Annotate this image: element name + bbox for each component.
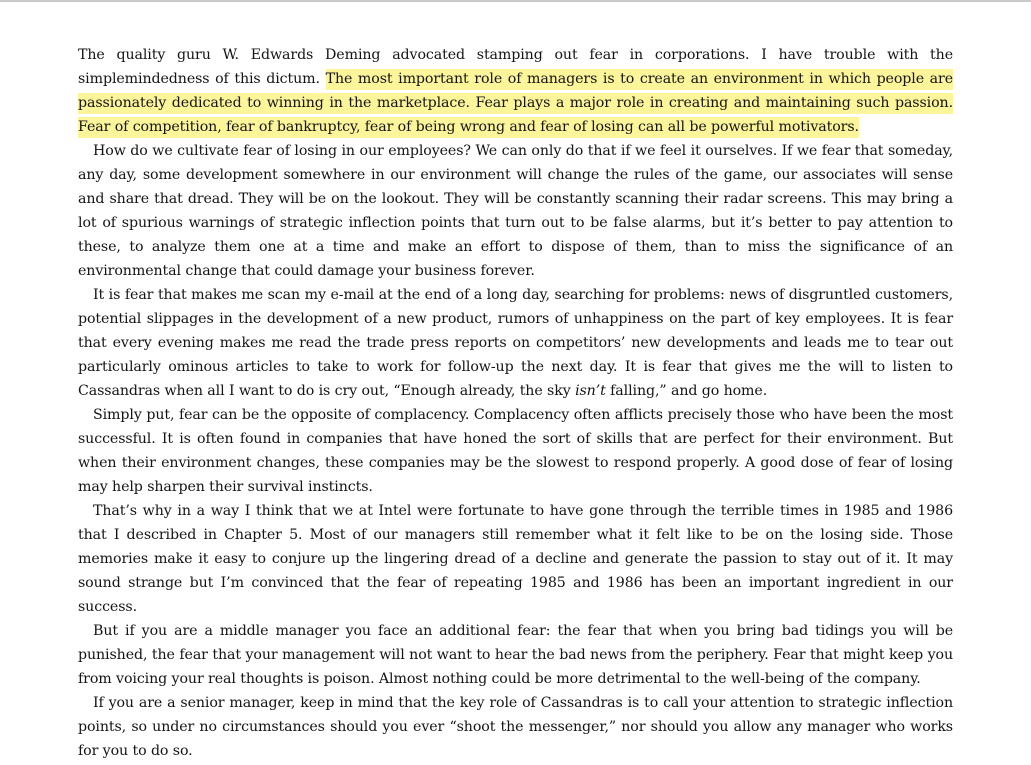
paragraph-1 <box>78 43 953 139</box>
paragraph-3-text: It is fear that makes me scan my e-mail at the end of a long day, searching for problems: news of disgruntled customers, potential slippages in the development of a new product, rumors of unhappiness on the part of key employees. It is fear that every evening makes me read the trade press reports on competitors’ new developments and leads me to tear out particularly ominous articles to take to work for follow-up the next day. It is fear that gives me the will to listen to Cassandras when all I want to do is cry out, “Enough already, the sky <box>78 287 953 399</box>
paragraph-3 <box>78 283 953 403</box>
paragraph-2: How do we cultivate fear of losing in our employees? We can only do that if we feel it ourselves. If we fear that someday, any day, some development somewhere in our environment will change the rules of the game, our associates will sense and share that dread. They will be on the lookout. They will be constantly scanning their radar screens. This may bring a lot of spurious warnings of strategic inflection points that turn out to be false alarms, but it’s better to pay attention to these, to analyze them one at a time and make an effort to dispose of them, than to miss the significance of an environmental change that could damage your business forever. <box>78 143 953 279</box>
paragraph-1-text: The quality guru W. Edwards Deming advocated stamping out fear in corporations. I have trouble with the simplemindedness of this dictum. <box>78 47 953 87</box>
paragraph-5: That’s why in a way I think that we at Intel were fortunate to have gone through the terrible times in 1985 and 1986 that I described in Chapter 5. Most of our managers still remember what it felt like to be on the losing side. Those memories make it easy to conjure up the lingering dread of a decline and generate the passion to stay out of it. It may sound strange but I’m convinced that the fear of repeating 1985 and 1986 has been an important ingredient in our success. <box>78 503 953 615</box>
document-page <box>78 43 953 763</box>
paragraph-6: But if you are a middle manager you face an additional fear: the fear that when you bring bad tidings you will be punished, the fear that your management will not want to hear the bad news from the periphery. Fear that might keep you from voicing your real thoughts is poison. Almost nothing could be more detrimental to the well-being of the company. <box>78 623 953 687</box>
paragraph-4: Simply put, fear can be the opposite of complacency. Complacency often afflicts precisely those who have been the most successful. It is often found in companies that have honed the sort of skills that are perfect for their environment. But when their environment changes, these companies may be the slowest to respond properly. A good dose of fear of losing may help sharpen their survival instincts. <box>78 407 953 495</box>
paragraph-7: If you are a senior manager, keep in mind that the key role of Cassandras is to call your attention to strategic inflection points, so under no circumstances should you ever “shoot the messenger,” nor should you allow any manager who works for you to do so. <box>78 695 953 759</box>
paragraph-3-text-end: falling,” and go home. <box>605 383 768 399</box>
emphasis-text: isn’t <box>575 383 606 399</box>
highlighted-passage[interactable]: The most important role of managers is to create an environment in which people are passionately dedicated to winning in the marketplace. Fear plays a major role in creating and maintaining such passion. Fear of competition, fear of bankruptcy, fear of being wrong and fear of losing can all be powerful motivators. <box>78 69 953 138</box>
window-top-border <box>0 0 1031 2</box>
